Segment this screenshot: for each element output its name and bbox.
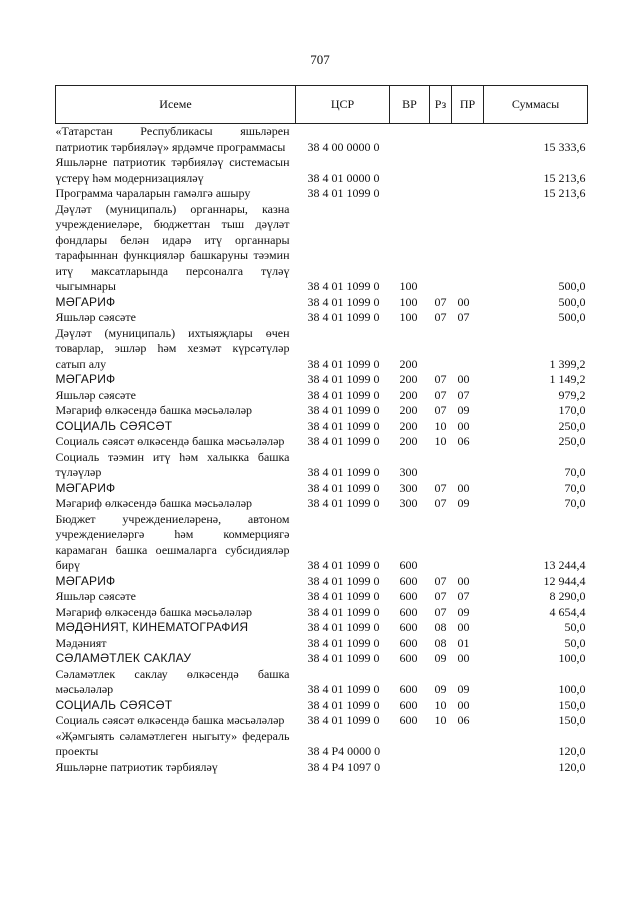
row-pr (452, 326, 484, 373)
row-sum: 70,0 (564, 496, 586, 510)
row-sum: 150,0 (558, 697, 586, 712)
row-pr: 09 (457, 682, 470, 696)
row-sum: 1 399,2 (549, 356, 586, 371)
budget-table (55, 85, 588, 775)
row-rz (430, 760, 452, 776)
row-rz: 07 (434, 403, 447, 417)
row-pr (452, 202, 484, 295)
row-csr: 38 4 01 1099 0 (307, 651, 380, 665)
row-vr: 600 (399, 558, 418, 572)
row-name: МӘГАРИФ (55, 480, 116, 495)
row-pr: 07 (457, 589, 470, 603)
row-name: Социаль тәэмин итү һәм халыкка башка түләүләр (55, 449, 290, 479)
row-rz: 07 (434, 589, 447, 603)
table-row (56, 186, 588, 202)
row-sum: 120,0 (558, 744, 586, 758)
row-csr: 38 4 01 1099 0 (307, 356, 380, 371)
row-name: Яшьләрне патриотик тәрбияләү системасын үстерү һәм модернизацияләү (55, 155, 290, 185)
row-vr: 200 (399, 434, 418, 448)
row-csr: 38 4 01 1099 0 (307, 496, 380, 510)
header-name: Исеме (56, 86, 296, 124)
row-name: МӘДӘНИЯТ, КИНЕМАТОГРАФИЯ (55, 620, 249, 634)
row-csr: 38 4 01 0000 0 (307, 170, 380, 185)
table-row (56, 388, 588, 404)
row-csr: 38 4 01 1099 0 (307, 403, 380, 417)
row-name: Дәүләт (муниципаль) ихтыяҗлары өчен товарлар, эшләр һәм хезмәт күрсәтүләр сатып алу (55, 325, 290, 371)
row-csr: 38 4 01 1099 0 (307, 558, 380, 572)
row-rz: 09 (434, 682, 447, 696)
row-csr: 38 4 01 1099 0 (307, 620, 380, 634)
row-pr: 09 (457, 604, 470, 619)
row-name: «Татарстан Республикасы яшьләрен патриотик тәрбияләү» ярдәмче программасы (55, 124, 290, 154)
row-rz (430, 512, 452, 574)
row-name: Бюджет учреждениеләренә, автоном учреждениеләргә һәм коммерциягә карамаган башка оешмаларга субсидияләр бирү (55, 511, 290, 572)
row-sum: 50,0 (564, 635, 586, 650)
row-name: СОЦИАЛЬ СӘЯСӘТ (55, 697, 173, 712)
row-pr: 07 (457, 387, 470, 402)
table-row (56, 481, 588, 497)
row-csr: 38 4 01 1099 0 (307, 697, 380, 712)
row-vr: 600 (399, 589, 418, 603)
row-name: Дәүләт (муниципаль) органнары, казна учреждениеләре, бюджеттан тыш дәүләт фондлары белән идарә итү органнары тарафыннан функцияләр башкаруны тәэмин итү максатларында персоналга түләү чыгымнары (55, 201, 290, 293)
row-csr: 38 4 01 1099 0 (307, 294, 380, 309)
row-rz (430, 124, 452, 156)
row-pr: 06 (457, 713, 470, 727)
row-csr: 38 4 01 1099 0 (307, 310, 380, 324)
row-sum: 150,0 (558, 713, 586, 727)
row-csr: 38 4 01 1099 0 (307, 635, 380, 650)
row-pr: 00 (457, 372, 470, 386)
row-vr: 600 (399, 620, 418, 634)
row-vr: 600 (399, 604, 418, 619)
row-name: МӘГАРИФ (55, 294, 116, 309)
row-name: Яшьләрне патриотик тәрбияләү (55, 759, 218, 774)
row-csr: 38 4 01 1099 0 (307, 279, 380, 293)
table-row (56, 372, 588, 388)
row-pr: 00 (457, 418, 470, 433)
row-pr: 06 (457, 434, 470, 448)
row-rz (430, 326, 452, 373)
header-rz: Рз (430, 86, 452, 124)
table-row (56, 450, 588, 481)
row-rz (430, 155, 452, 186)
row-rz: 10 (434, 434, 447, 448)
page-number: 707 (310, 52, 330, 67)
row-rz (430, 186, 452, 202)
row-pr: 07 (457, 310, 470, 324)
row-csr: 38 4 01 1099 0 (307, 682, 380, 696)
table-row (56, 636, 588, 652)
row-vr: 200 (399, 418, 418, 433)
row-pr (452, 729, 484, 760)
row-vr (390, 124, 430, 156)
table-row (56, 202, 588, 295)
row-rz: 08 (434, 620, 447, 634)
row-sum: 4 654,4 (549, 604, 586, 619)
row-sum: 100,0 (558, 651, 586, 665)
row-rz: 07 (434, 604, 447, 619)
row-name: Социаль сәясәт өлкәсендә башка мәсьәләләр (55, 434, 285, 448)
row-sum: 13 244,4 (543, 558, 586, 572)
row-sum: 1 149,2 (549, 372, 586, 386)
row-vr: 200 (399, 372, 418, 386)
row-name: МӘГАРИФ (55, 372, 116, 386)
row-pr: 00 (457, 573, 470, 588)
row-pr (452, 155, 484, 186)
row-sum: 12 944,4 (543, 573, 586, 588)
row-vr: 100 (399, 310, 418, 324)
row-vr (390, 729, 430, 760)
row-name: СӘЛАМӘТЛЕК САКЛАУ (55, 651, 192, 665)
row-sum: 70,0 (564, 465, 586, 479)
row-name: МӘГАРИФ (55, 573, 116, 588)
table-row (56, 729, 588, 760)
row-sum: 70,0 (564, 480, 586, 495)
row-csr: 38 4 01 1099 0 (307, 387, 380, 402)
row-sum: 170,0 (558, 403, 586, 417)
row-rz: 09 (434, 651, 447, 665)
row-name: «Җәмгыять сәламәтлеген ныгыту» федераль проекты (55, 728, 290, 758)
row-name: Яшьләр сәясәте (55, 310, 136, 324)
row-sum: 500,0 (558, 310, 586, 324)
row-name: Мәгариф өлкәсендә башка мәсьәләләр (55, 403, 253, 417)
row-sum: 250,0 (558, 418, 586, 433)
row-pr (452, 124, 484, 156)
row-rz: 07 (434, 372, 447, 386)
row-rz: 08 (434, 635, 447, 650)
row-rz: 07 (434, 573, 447, 588)
header-sum: Суммасы (484, 86, 588, 124)
row-rz (430, 450, 452, 481)
row-csr: 38 4 01 1099 0 (307, 372, 380, 386)
row-rz (430, 202, 452, 295)
row-vr: 600 (399, 635, 418, 650)
table-body (56, 124, 588, 776)
row-vr: 600 (399, 713, 418, 727)
row-csr: 38 4 00 0000 0 (307, 139, 380, 154)
table-row (56, 419, 588, 435)
table-row (56, 574, 588, 590)
table-row (56, 310, 588, 326)
row-rz: 07 (434, 294, 447, 309)
row-vr: 100 (399, 294, 418, 309)
table-row (56, 403, 588, 419)
row-name: Яшьләр сәясәте (55, 589, 136, 603)
row-sum: 250,0 (558, 434, 586, 448)
row-vr: 300 (399, 496, 418, 510)
row-pr: 00 (457, 697, 470, 712)
row-sum: 100,0 (558, 682, 586, 696)
row-vr (390, 760, 430, 776)
row-csr: 38 4 01 1099 0 (307, 465, 380, 479)
row-rz: 10 (434, 418, 447, 433)
row-pr: 09 (457, 403, 470, 417)
row-csr: 38 4 01 1099 0 (307, 480, 380, 495)
row-vr: 600 (399, 697, 418, 712)
row-rz: 07 (434, 496, 447, 510)
row-sum: 15 213,6 (543, 170, 586, 185)
table-row (56, 295, 588, 311)
row-vr (390, 155, 430, 186)
row-csr: 38 4 01 1099 0 (307, 418, 380, 433)
table-row (56, 651, 588, 667)
row-pr: 01 (457, 635, 470, 650)
row-rz (430, 729, 452, 760)
row-sum: 500,0 (558, 294, 586, 309)
table-row (56, 605, 588, 621)
row-vr: 200 (399, 403, 418, 417)
row-name: Программа чараларын гамәлгә ашыру (55, 186, 251, 200)
table-row (56, 512, 588, 574)
header-pr: ПР (452, 86, 484, 124)
table-row (56, 713, 588, 729)
row-pr: 00 (457, 480, 470, 495)
row-pr: 00 (457, 294, 470, 309)
row-rz: 10 (434, 713, 447, 727)
row-name: Мәгариф өлкәсендә башка мәсьәләләр (55, 604, 253, 619)
row-sum: 50,0 (564, 620, 586, 634)
table-row (56, 434, 588, 450)
row-vr: 200 (399, 356, 418, 371)
table-header-row (56, 86, 588, 124)
row-sum: 15 333,6 (543, 139, 586, 154)
table-row (56, 620, 588, 636)
table-row (56, 667, 588, 698)
row-rz: 07 (434, 310, 447, 324)
table-row (56, 124, 588, 156)
row-name: СОЦИАЛЬ СӘЯСӘТ (55, 418, 173, 433)
table-row (56, 589, 588, 605)
header-csr: ЦСР (296, 86, 390, 124)
row-vr: 600 (399, 682, 418, 696)
row-vr: 600 (399, 651, 418, 665)
row-rz: 07 (434, 387, 447, 402)
row-csr: 38 4 01 1099 0 (307, 434, 380, 448)
table-row (56, 496, 588, 512)
row-vr: 100 (399, 279, 418, 293)
row-csr: 38 4 01 1099 0 (307, 186, 380, 200)
row-name: Социаль сәясәт өлкәсендә башка мәсьәләләр (55, 713, 285, 727)
row-vr: 600 (399, 573, 418, 588)
row-pr (452, 512, 484, 574)
row-csr: 38 4 Р4 1097 0 (307, 759, 381, 774)
table-row (56, 326, 588, 373)
row-name: Сәламәтлек саклау өлкәсендә башка мәсьәләләр (55, 666, 290, 696)
row-vr: 200 (399, 387, 418, 402)
row-rz: 10 (434, 697, 447, 712)
table-row (56, 155, 588, 186)
row-csr: 38 4 01 1099 0 (307, 573, 380, 588)
row-pr (452, 186, 484, 202)
row-pr: 00 (457, 620, 470, 634)
row-pr (452, 450, 484, 481)
row-vr: 300 (399, 465, 418, 479)
row-rz: 07 (434, 480, 447, 495)
row-name: Яшьләр сәясәте (55, 387, 136, 402)
row-vr: 300 (399, 480, 418, 495)
row-sum: 120,0 (558, 759, 586, 774)
row-sum: 979,2 (558, 387, 586, 402)
row-pr (452, 760, 484, 776)
row-pr: 09 (457, 496, 470, 510)
row-csr: 38 4 Р4 0000 0 (307, 744, 381, 758)
table-row (56, 698, 588, 714)
row-sum: 8 290,0 (549, 589, 586, 603)
row-sum: 500,0 (558, 279, 586, 293)
row-csr: 38 4 01 1099 0 (307, 713, 380, 727)
row-name: Мәдәният (55, 635, 107, 650)
table-row (56, 760, 588, 776)
row-name: Мәгариф өлкәсендә башка мәсьәләләр (55, 496, 253, 510)
row-csr: 38 4 01 1099 0 (307, 589, 380, 603)
row-vr (390, 186, 430, 202)
header-vr: ВР (390, 86, 430, 124)
row-pr: 00 (457, 651, 470, 665)
row-csr: 38 4 01 1099 0 (307, 604, 380, 619)
row-sum: 15 213,6 (543, 186, 586, 200)
